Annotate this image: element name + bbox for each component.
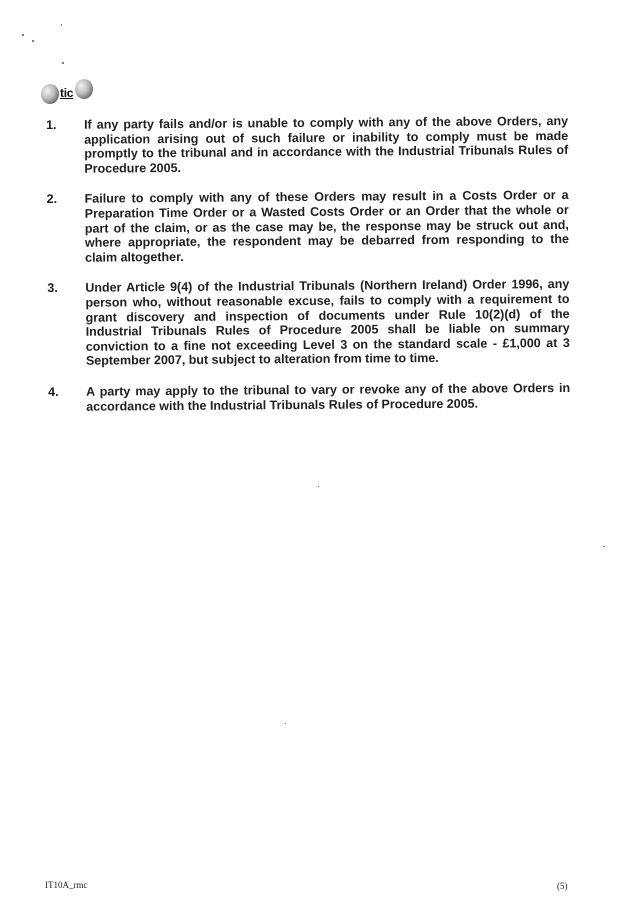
scan-speck (32, 40, 34, 42)
clause-text: Under Article 9(4) of the Industrial Tribunals (Northern Ireland) Order 1996, any person who, without reasonable excuse, fails to comply with a requirement to grant discovery and inspection of documents under Rule 10(2)(d) of the Industrial Tribunals Rules of Procedure 2005 shall be liable on summary conviction to a fine not exceeding Level 3 on the standard scale - £1,000 at 3 September 2007, but subject to alteration from time to time. (85, 277, 570, 369)
clause-list (46, 114, 570, 430)
scan-speck (22, 34, 24, 36)
clause-item (48, 381, 570, 414)
clause-number: 4. (48, 384, 59, 399)
scan-speck (285, 723, 286, 724)
clause-item (47, 188, 570, 265)
clause-item (46, 114, 568, 176)
scan-speck (603, 546, 605, 547)
footer-form-code: IT10A_rmc (45, 880, 88, 890)
clause-item (47, 277, 570, 369)
clause-number: 3. (47, 281, 58, 296)
scan-speck (62, 62, 64, 64)
clause-text: If any party fails and/or is unable to comply with any of the above Orders, any application arising out of such failure or inability to comply must be made promptly to the tribunal and in accordance with the Industrial Tribunals Rules of Procedure 2005. (83, 113, 569, 176)
clause-text: Failure to comply with any of these Orders may result in a Costs Order or a Preparation Time Order or a Wasted Costs Order or an Order that the whole or part of the claim, or as the case may be, the response may be struck out and, where appropriate, the respondent may be debarred from responding to the claim altogether. (84, 188, 570, 265)
footer-page-number: (5) (557, 881, 568, 891)
notice-heading: tic (60, 86, 74, 100)
scan-speck (318, 486, 319, 487)
scan-speck (61, 24, 62, 26)
clause-text: A party may apply to the tribunal to vary or revoke any of the above Orders in accordance with the Industrial Tribunals Rules of Procedure 2005. (86, 380, 571, 414)
clause-number: 2. (46, 192, 58, 207)
clause-number: 1. (46, 117, 57, 132)
